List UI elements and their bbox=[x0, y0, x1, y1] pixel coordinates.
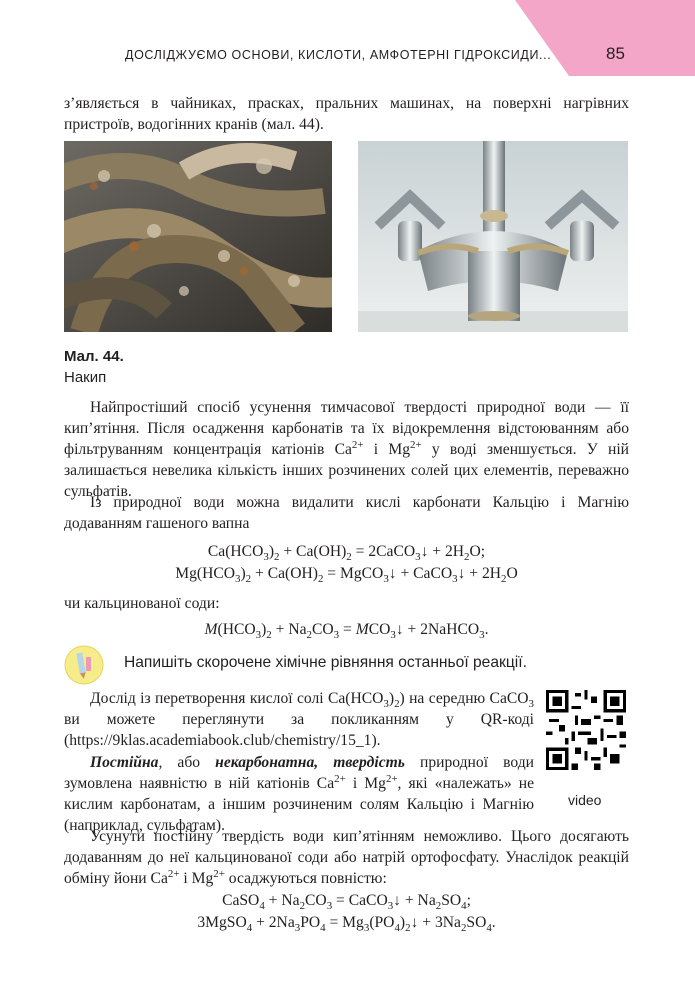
page-number: 85 bbox=[606, 44, 625, 63]
equation-1: $Ca(HCO_3)_2 + Ca(OH)_2$ = 2CaCO$_3$↓ + $2H_2O$; bbox=[207, 543, 486, 564]
figure-image-heating-element bbox=[64, 141, 332, 332]
task-pencil-icon bbox=[64, 645, 104, 685]
paragraph-soda: чи кальцинованої соди: bbox=[64, 595, 220, 612]
figure-label: Мал. 44. bbox=[64, 348, 124, 365]
equation-5: 3MgSO$_4$ + $2Na_3PO_4$ = $Mg_3(PO_4)_2↓ + 3Na_2SO_4$. bbox=[197, 914, 496, 935]
task-text: Напишіть скорочене хімічне рівняння останньої реакції. bbox=[124, 654, 527, 671]
equation-4: CaSO$_4$ + $Na_2CO_3$ = CaCO$_3$↓ + $Na_2SO_4$; bbox=[222, 892, 471, 913]
video-label: video bbox=[568, 792, 602, 808]
paragraph-remove: Усунути постійну твердість води кип’ятінням неможливо. Цього досягають додаванням до неї кальцинованої соди або натрій ортофосфату. Унаслідок реакцій обміну йони $Ca^{2+}$ і $Mg^{2+}$ осаджуються повністю: bbox=[64, 828, 629, 887]
equation-3: $M(HCO_3)_2 + Na_2CO_3$ = $MCO_3↓$ + 2NaHCO$_3$. bbox=[204, 621, 489, 642]
equation-2: $Mg(HCO_3)_2 + Ca(OH)_2$ = MgCO$_3$↓ + CaCO$_3$↓ + $2H_2O$ bbox=[175, 565, 518, 586]
paragraph-qr: Дослід із перетворення кислої солі $Ca(HCO_3)_2$) на середню CaCO$_3$ ви можете переглянути за покликанням у QR-коді (https://9klas.academiabook.club/chemistry/15_1). bbox=[64, 690, 534, 749]
figure-image-faucet bbox=[358, 141, 628, 332]
figure-caption: Накип bbox=[64, 369, 107, 386]
intro-paragraph: з’являється в чайниках, прасках, пральних машинах, на поверхні нагрівних пристроїв, водогінних кранів (мал. 44). bbox=[64, 95, 629, 133]
paragraph-boiling: Найпростіший спосіб усунення тимчасової твердості природної води — її кип’ятіння. Після осадження карбонатів та їх відокремлення відстоюванням або фільтруванням концентрація катіонів $Ca^{2+}$ і $Mg^{2+}$ у воді зменшується. У ній залишається невелика кількість інших розчинених солей цих елементів, переважно сульфатів. bbox=[64, 399, 629, 500]
paragraph-permanent: Постійна, або некарбонатна, твердість природної води зумовлена наявністю в ній катіонів $Ca^{2+}$ і $Mg^{2+}$, які «належать» не кислим карбонатам, а іншим розчиненим солям Кальцію і Магнію (наприклад, сульфатам). bbox=[64, 754, 535, 834]
qr-code[interactable] bbox=[546, 690, 626, 770]
running-header: ДОСЛІДЖУЄМО ОСНОВИ, КИСЛОТИ, АМФОТЕРНІ ГІДРОКСИДИ... bbox=[125, 48, 552, 62]
page-corner-tab bbox=[515, 0, 695, 76]
paragraph-lime: Із природної води можна видалити кислі карбонати Кальцію і Магнію додаванням гашеного вапна bbox=[64, 494, 629, 532]
